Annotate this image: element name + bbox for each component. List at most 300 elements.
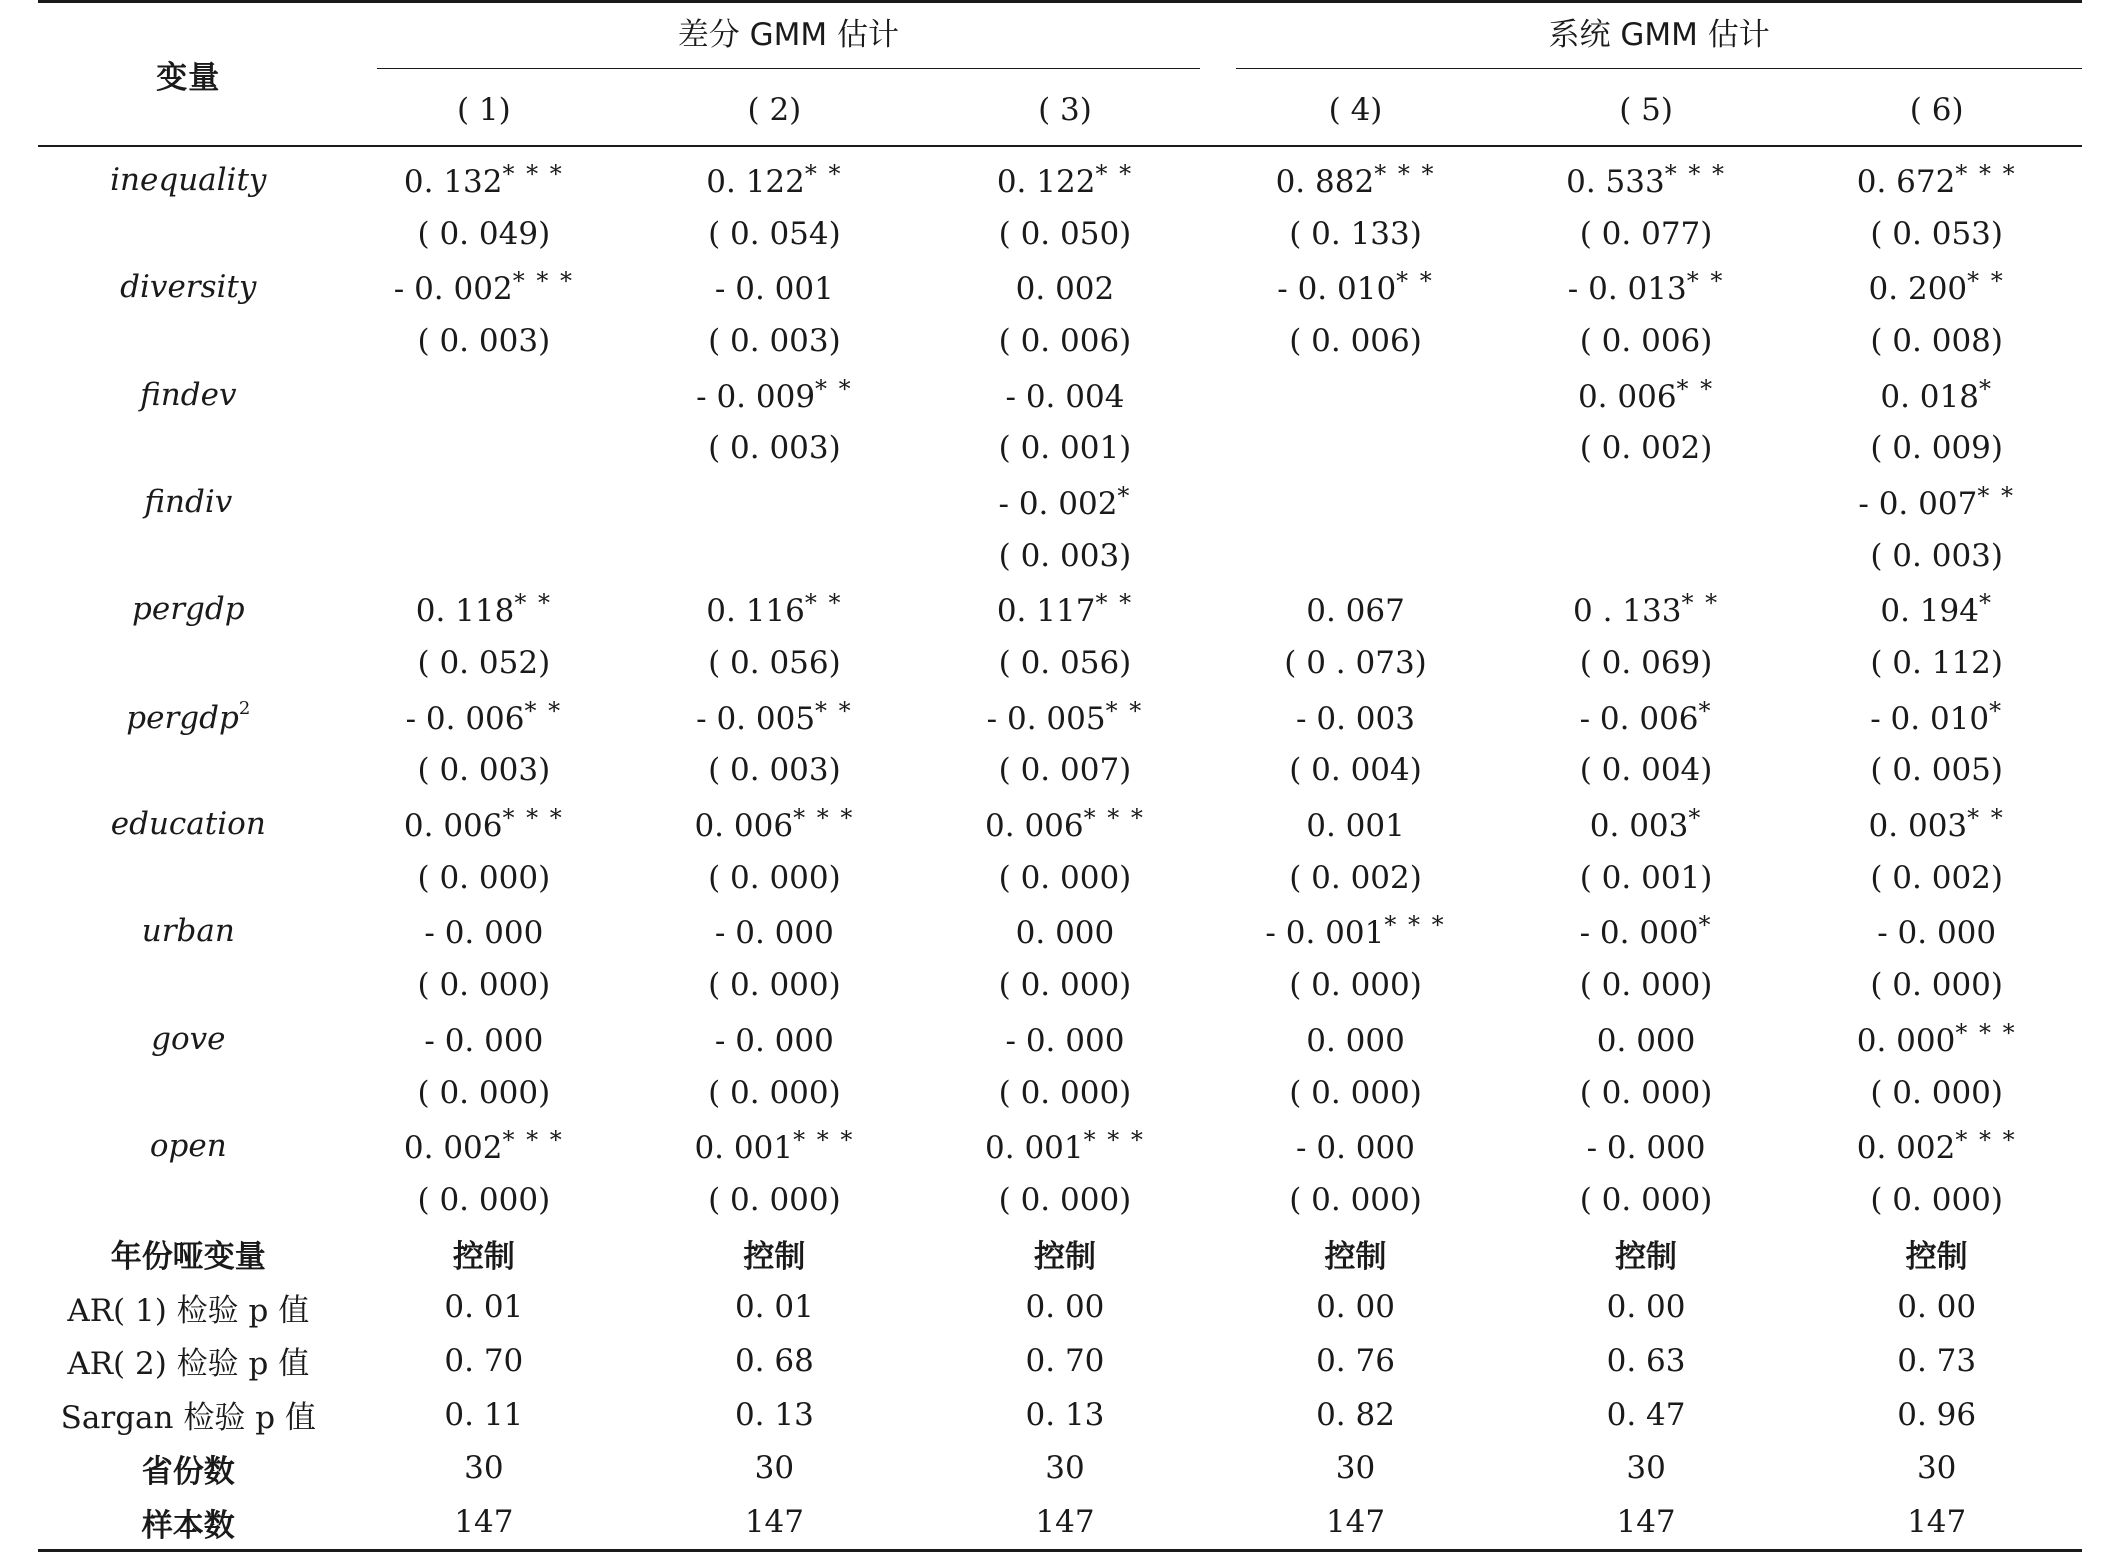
system-gmm-header	[1210, 2, 2082, 76]
model-column-header: ( 3)	[920, 75, 1211, 146]
coefficient-cell	[339, 1119, 630, 1173]
statistic-value: 0. 01	[734, 1289, 814, 1326]
statistic-value: 0. 73	[1897, 1342, 1977, 1379]
statistic-value: 0. 96	[1897, 1396, 1977, 1433]
statistic-value: 30	[1335, 1450, 1376, 1487]
coefficient-value: - 0. 005	[696, 700, 816, 737]
significance-stars: *	[1989, 696, 2004, 725]
statistic-value: 0. 00	[1025, 1289, 1105, 1326]
variable-label: open	[149, 1128, 227, 1165]
standard-error-cell: ( 0. 000)	[1870, 1181, 2003, 1218]
coefficient-value: - 0. 007	[1858, 485, 1978, 522]
coefficient-value: 0. 006	[403, 808, 503, 845]
statistic-value: 30	[754, 1450, 795, 1487]
coefficient-value: 0. 000	[1015, 915, 1115, 952]
coefficient-value: 0. 001	[985, 1130, 1084, 1167]
statistic-value: 147	[1210, 1495, 1501, 1550]
coefficient-cell	[1501, 797, 1792, 851]
standard-error-cell: ( 0. 056)	[708, 645, 841, 682]
statistic-label: Sargan 检验 p 值	[60, 1400, 316, 1437]
coefficient-value: 0. 116	[706, 593, 805, 630]
statistics-row	[38, 1495, 2082, 1550]
coefficient-cell	[1501, 1119, 1792, 1173]
statistic-value: 0. 00	[1316, 1289, 1395, 1326]
statistic-value: 0. 00	[1897, 1289, 1977, 1326]
coefficient-row	[38, 905, 2082, 959]
coefficient-value: - 0. 000	[424, 1022, 544, 1059]
statistics-row	[38, 1388, 2082, 1442]
coefficient-cell	[1501, 905, 1792, 959]
variable-label: findiv	[144, 483, 233, 520]
coefficient-value: - 0. 000	[1296, 1130, 1415, 1167]
variable-name	[38, 368, 339, 422]
standard-error-row	[38, 744, 2082, 798]
significance-stars: * *	[1967, 804, 2005, 833]
coefficient-cell	[1791, 797, 2082, 851]
standard-error-cell: ( 0. 112)	[1870, 645, 2003, 682]
coefficient-value: - 0. 001	[714, 271, 834, 308]
variable-name	[38, 583, 339, 637]
standard-error-cell: ( 0. 002)	[1289, 859, 1422, 896]
coefficient-cell	[920, 1012, 1211, 1066]
coefficient-value: 0. 006	[694, 808, 794, 845]
coefficient-value: - 0. 002	[998, 485, 1118, 522]
standard-error-cell: ( 0. 009)	[1870, 430, 2003, 467]
system-gmm-label: 系统 GMM 估计	[1236, 9, 2082, 69]
standard-error-cell: ( 0. 133)	[1289, 215, 1422, 252]
coefficient-value: - 0. 003	[1296, 700, 1415, 737]
standard-error-cell: ( 0. 000)	[1289, 967, 1422, 1004]
coefficient-cell	[629, 1012, 920, 1066]
coefficient-value: - 0. 000	[1005, 1022, 1125, 1059]
variable-exponent: 2	[238, 697, 251, 719]
coefficient-row	[38, 1012, 2082, 1066]
standard-error-cell: ( 0. 000)	[998, 859, 1132, 896]
coefficient-cell	[920, 368, 1211, 422]
coefficient-value: 0. 000	[1856, 1022, 1956, 1059]
standard-error-cell: ( 0. 000)	[417, 1074, 551, 1111]
empty-label-cell	[38, 529, 339, 583]
standard-error-cell: ( 0. 000)	[1289, 1074, 1422, 1111]
significance-stars: * * *	[793, 1126, 855, 1155]
coefficient-row	[38, 146, 2082, 207]
coefficient-value: 0. 002	[403, 1130, 503, 1167]
variable-name	[38, 690, 339, 744]
statistic-value: 147	[1791, 1495, 2082, 1550]
variable-name	[38, 1012, 339, 1066]
coefficient-value: - 0. 000	[1877, 915, 1997, 952]
standard-error-row	[38, 1173, 2082, 1227]
standard-error-row	[38, 958, 2082, 1012]
significance-stars: * *	[1105, 696, 1144, 725]
coefficient-cell	[339, 475, 630, 529]
statistic-value: 0. 13	[734, 1396, 814, 1433]
variable-label: pergdp	[126, 699, 239, 736]
statistic-label: 年份哑变量	[110, 1239, 266, 1276]
significance-stars: * * *	[1083, 804, 1145, 833]
standard-error-cell: ( 0. 000)	[998, 1074, 1132, 1111]
coefficient-cell	[629, 905, 920, 959]
variable-name	[38, 797, 339, 851]
variable-column-header: 变量	[38, 2, 339, 147]
coefficient-cell	[629, 797, 920, 851]
statistic-value: 30	[1916, 1450, 1957, 1487]
coefficient-cell	[1501, 1012, 1792, 1066]
significance-stars: * * *	[793, 804, 855, 833]
significance-stars: * * *	[1955, 1126, 2017, 1155]
statistic-value: 147	[629, 1495, 920, 1550]
coefficient-row	[38, 690, 2082, 744]
standard-error-cell: ( 0. 053)	[1870, 215, 2003, 252]
statistic-label: AR( 1) 检验 p 值	[67, 1292, 310, 1329]
coefficient-value: 0. 001	[1306, 808, 1405, 845]
significance-stars: * *	[1681, 589, 1720, 618]
statistic-value: 147	[920, 1495, 1211, 1550]
significance-stars: * *	[1686, 267, 1725, 296]
standard-error-cell: ( 0. 000)	[708, 967, 841, 1004]
significance-stars: * *	[524, 696, 563, 725]
standard-error-cell: ( 0. 007)	[998, 752, 1132, 789]
standard-error-cell: ( 0. 004)	[1579, 752, 1713, 789]
standard-error-cell: ( 0. 052)	[417, 645, 551, 682]
variable-label: urban	[141, 913, 235, 950]
significance-stars: * *	[1967, 267, 2005, 296]
coefficient-value: 0 . 133	[1573, 593, 1682, 630]
empty-label-cell	[38, 207, 339, 261]
coefficient-cell	[339, 260, 630, 314]
model-column-header: ( 2)	[629, 75, 920, 146]
standard-error-row	[38, 636, 2082, 690]
significance-stars: * *	[1396, 267, 1434, 296]
standard-error-cell	[339, 421, 630, 475]
significance-stars: * * *	[1083, 1126, 1145, 1155]
statistics-row	[38, 1227, 2082, 1281]
significance-stars: * * *	[1955, 159, 2017, 188]
standard-error-cell: ( 0. 000)	[1579, 1074, 1713, 1111]
standard-error-cell	[629, 529, 920, 583]
empty-label-cell	[38, 744, 339, 798]
standard-error-cell: ( 0. 056)	[998, 645, 1132, 682]
standard-error-cell: ( 0. 003)	[708, 430, 841, 467]
coefficient-cell	[629, 368, 920, 422]
standard-error-cell: ( 0. 005)	[1870, 752, 2003, 789]
significance-stars: * * *	[1955, 1018, 2017, 1047]
standard-error-cell: ( 0. 002)	[1870, 859, 2003, 896]
coefficient-value: 0. 003	[1868, 808, 1968, 845]
standard-error-cell: ( 0. 000)	[1870, 967, 2003, 1004]
coefficient-cell	[1501, 583, 1792, 637]
coefficient-value: 0. 132	[403, 163, 503, 200]
significance-stars: * *	[1676, 374, 1715, 403]
coefficient-row	[38, 1119, 2082, 1173]
standard-error-cell: ( 0. 050)	[998, 215, 1132, 252]
statistic-value: 控制	[1033, 1239, 1096, 1276]
variable-name	[38, 146, 339, 207]
coefficient-cell	[339, 1012, 630, 1066]
standard-error-cell: ( 0. 000)	[1579, 967, 1713, 1004]
coefficient-value: 0. 006	[1577, 378, 1677, 415]
difference-gmm-header	[339, 2, 1211, 76]
variable-label: findev	[140, 376, 237, 413]
significance-stars: * * *	[1374, 159, 1436, 188]
model-column-header: ( 6)	[1791, 75, 2082, 146]
standard-error-cell: ( 0 . 073)	[1284, 645, 1427, 682]
coefficient-value: 0. 882	[1275, 163, 1375, 200]
significance-stars: *	[1978, 374, 1993, 403]
coefficient-row	[38, 368, 2082, 422]
standard-error-cell: ( 0. 049)	[417, 215, 551, 252]
standard-error-cell: ( 0. 001)	[1579, 859, 1713, 896]
standard-error-cell: ( 0. 006)	[1579, 322, 1713, 359]
coefficient-row	[38, 260, 2082, 314]
coefficient-row	[38, 583, 2082, 637]
significance-stars: *	[1688, 804, 1703, 833]
statistics-row	[38, 1334, 2082, 1388]
statistic-value: 0. 68	[734, 1342, 814, 1379]
coefficient-value: - 0. 000	[714, 1022, 834, 1059]
coefficient-cell	[920, 690, 1211, 744]
statistic-value: 控制	[1324, 1239, 1387, 1276]
standard-error-cell: ( 0. 000)	[708, 1181, 841, 1218]
coefficient-cell	[339, 368, 630, 422]
regression-table-container	[38, 0, 2082, 1552]
coefficient-value: 0. 533	[1566, 163, 1665, 200]
coefficient-cell	[629, 1119, 920, 1173]
statistic-value: 控制	[1615, 1239, 1678, 1276]
coefficient-value: 0. 194	[1880, 593, 1979, 630]
coefficient-cell	[629, 475, 920, 529]
standard-error-row	[38, 314, 2082, 368]
significance-stars: *	[1698, 696, 1713, 725]
significance-stars: *	[1117, 481, 1132, 510]
coefficient-cell	[1501, 475, 1792, 529]
coefficient-cell	[1210, 1119, 1501, 1173]
standard-error-row	[38, 421, 2082, 475]
standard-error-row	[38, 1066, 2082, 1120]
statistic-value: 控制	[1905, 1239, 1968, 1276]
significance-stars: * * *	[502, 804, 564, 833]
coefficient-cell	[920, 583, 1211, 637]
coefficient-cell	[1501, 146, 1792, 207]
coefficient-value: - 0. 010	[1870, 700, 1990, 737]
statistic-value: 0. 82	[1316, 1396, 1395, 1433]
standard-error-cell: ( 0. 001)	[998, 430, 1132, 467]
coefficient-cell	[1791, 905, 2082, 959]
significance-stars: * *	[815, 696, 853, 725]
variable-name	[38, 260, 339, 314]
significance-stars: * *	[514, 589, 552, 618]
significance-stars: * * *	[502, 1126, 564, 1155]
coefficient-cell	[920, 1119, 1211, 1173]
statistic-value: 0. 13	[1025, 1396, 1105, 1433]
coefficient-value: 0. 122	[706, 163, 805, 200]
coefficient-cell	[1210, 146, 1501, 207]
coefficient-cell	[1791, 260, 2082, 314]
standard-error-cell: ( 0. 003)	[998, 537, 1132, 574]
statistic-value: 30	[464, 1450, 504, 1487]
significance-stars: *	[1978, 589, 1993, 618]
statistic-value: 147	[1501, 1495, 1792, 1550]
standard-error-cell: ( 0. 003)	[708, 752, 841, 789]
coefficient-cell	[1210, 583, 1501, 637]
difference-gmm-label: 差分 GMM 估计	[377, 9, 1201, 69]
significance-stars: * *	[804, 159, 843, 188]
statistic-value: 0. 00	[1606, 1289, 1686, 1326]
coefficient-value: - 0. 006	[1579, 700, 1699, 737]
standard-error-cell: ( 0. 004)	[1289, 752, 1422, 789]
significance-stars: * *	[815, 374, 853, 403]
standard-error-cell	[339, 529, 630, 583]
standard-error-cell: ( 0. 069)	[1579, 645, 1713, 682]
coefficient-cell	[339, 690, 630, 744]
significance-stars: *	[1698, 911, 1713, 940]
standard-error-cell: ( 0. 000)	[998, 1181, 1132, 1218]
statistic-value: 0. 01	[444, 1289, 524, 1326]
empty-label-cell	[38, 314, 339, 368]
coefficient-value: 0. 000	[1596, 1022, 1696, 1059]
empty-label-cell	[38, 958, 339, 1012]
variable-label: education	[110, 806, 266, 843]
coefficient-value: - 0. 000	[424, 915, 544, 952]
coefficient-cell	[629, 260, 920, 314]
coefficient-cell	[1501, 690, 1792, 744]
coefficient-cell	[1210, 905, 1501, 959]
coefficient-cell	[339, 583, 630, 637]
standard-error-row	[38, 851, 2082, 905]
standard-error-cell: ( 0. 000)	[417, 1181, 551, 1218]
variable-label: pergdp	[132, 591, 245, 628]
standard-error-cell	[1210, 421, 1501, 475]
statistic-label: 省份数	[141, 1453, 235, 1490]
coefficient-value: 0. 067	[1306, 593, 1405, 630]
coefficient-cell	[1501, 260, 1792, 314]
coefficient-cell	[1501, 368, 1792, 422]
variable-label: gove	[151, 1020, 226, 1057]
standard-error-cell: ( 0. 000)	[708, 859, 841, 896]
coefficient-value: - 0. 000	[714, 915, 834, 952]
variable-name	[38, 1119, 339, 1173]
coefficient-value: 0. 672	[1856, 163, 1956, 200]
coefficient-cell	[629, 690, 920, 744]
standard-error-cell: ( 0. 006)	[1289, 322, 1422, 359]
coefficient-cell	[1210, 1012, 1501, 1066]
standard-error-cell: ( 0. 006)	[998, 322, 1132, 359]
standard-error-cell: ( 0. 000)	[998, 967, 1132, 1004]
coefficient-value: - 0. 006	[405, 700, 525, 737]
statistic-value: 0. 70	[444, 1342, 524, 1379]
empty-label-cell	[38, 851, 339, 905]
coefficient-cell	[1210, 260, 1501, 314]
coefficient-value: - 0. 009	[696, 378, 816, 415]
empty-label-cell	[38, 636, 339, 690]
coefficient-cell	[1210, 797, 1501, 851]
coefficient-value: 0. 006	[985, 808, 1084, 845]
statistic-value: 147	[339, 1495, 630, 1550]
coefficient-value: - 0. 013	[1567, 271, 1687, 308]
statistics-row	[38, 1442, 2082, 1496]
significance-stars: * *	[1977, 481, 2015, 510]
coefficient-cell	[1791, 475, 2082, 529]
coefficient-value: - 0. 010	[1277, 271, 1397, 308]
standard-error-cell: ( 0. 000)	[708, 1074, 841, 1111]
coefficient-cell	[339, 146, 630, 207]
standard-error-cell: ( 0. 003)	[1870, 537, 2003, 574]
coefficient-row	[38, 475, 2082, 529]
standard-error-cell: ( 0. 054)	[708, 215, 841, 252]
coefficient-cell	[1210, 368, 1501, 422]
empty-label-cell	[38, 1066, 339, 1120]
statistic-value: 30	[1045, 1450, 1085, 1487]
coefficient-cell	[1791, 690, 2082, 744]
coefficient-cell	[1791, 1012, 2082, 1066]
coefficient-value: 0. 000	[1306, 1022, 1405, 1059]
statistic-value: 控制	[743, 1239, 806, 1276]
standard-error-cell: ( 0. 002)	[1579, 430, 1713, 467]
statistic-value: 控制	[452, 1239, 515, 1276]
significance-stars: * * *	[1384, 911, 1446, 940]
coefficient-cell	[339, 797, 630, 851]
standard-error-cell: ( 0. 000)	[1579, 1181, 1713, 1218]
statistic-value: 0. 70	[1025, 1342, 1105, 1379]
empty-label-cell	[38, 1173, 339, 1227]
coefficient-value: 0. 003	[1589, 808, 1689, 845]
coefficient-value: - 0. 002	[393, 271, 513, 308]
coefficient-cell	[920, 797, 1211, 851]
standard-error-row	[38, 529, 2082, 583]
significance-stars: * *	[1095, 159, 1134, 188]
standard-error-cell: ( 0. 003)	[417, 322, 551, 359]
variable-label: diversity	[120, 269, 257, 306]
coefficient-value: 0. 117	[996, 593, 1096, 630]
coefficient-cell	[1210, 690, 1501, 744]
coefficient-cell	[1791, 368, 2082, 422]
coefficient-cell	[920, 475, 1211, 529]
coefficient-value: 0. 002	[1015, 271, 1115, 308]
coefficient-value: - 0. 001	[1265, 915, 1385, 952]
coefficient-value: - 0. 000	[1579, 915, 1699, 952]
coefficient-value: 0. 200	[1868, 271, 1968, 308]
coefficient-cell	[1791, 146, 2082, 207]
standard-error-cell: ( 0. 000)	[1870, 1074, 2003, 1111]
variable-name	[38, 905, 339, 959]
model-column-header: ( 4)	[1210, 75, 1501, 146]
coefficient-value: - 0. 005	[986, 700, 1106, 737]
coefficient-cell	[629, 146, 920, 207]
standard-error-cell	[1210, 529, 1501, 583]
coefficient-cell	[339, 905, 630, 959]
coefficient-cell	[920, 905, 1211, 959]
coefficient-cell	[629, 583, 920, 637]
coefficient-value: 0. 018	[1880, 378, 1979, 415]
standard-error-cell: ( 0. 000)	[1289, 1181, 1422, 1218]
coefficient-cell	[1210, 475, 1501, 529]
coefficient-value: - 0. 004	[1005, 378, 1125, 415]
standard-error-cell: ( 0. 003)	[417, 752, 551, 789]
variable-label: inequality	[110, 161, 267, 198]
variable-name	[38, 475, 339, 529]
coefficient-value: 0. 002	[1856, 1130, 1956, 1167]
statistic-label: AR( 2) 检验 p 值	[67, 1346, 310, 1383]
standard-error-cell: ( 0. 000)	[417, 967, 551, 1004]
coefficient-value: 0. 122	[996, 163, 1096, 200]
statistic-value: 0. 47	[1606, 1396, 1686, 1433]
coefficient-cell	[1791, 583, 2082, 637]
statistic-value: 30	[1626, 1450, 1666, 1487]
model-column-header: ( 1)	[339, 75, 630, 146]
coefficient-row	[38, 797, 2082, 851]
standard-error-cell: ( 0. 008)	[1870, 322, 2003, 359]
statistic-value: 0. 76	[1316, 1342, 1395, 1379]
